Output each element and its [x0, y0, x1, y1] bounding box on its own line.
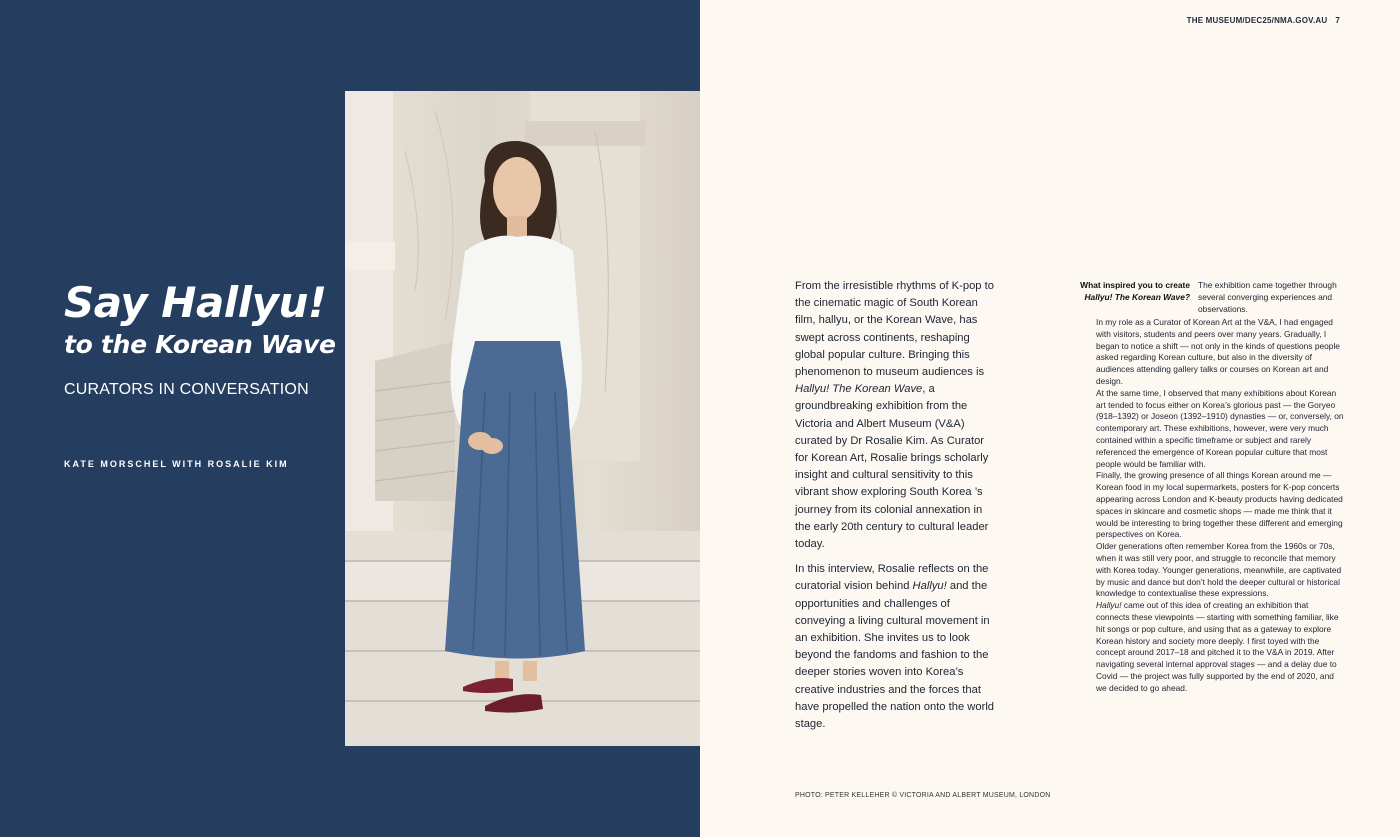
- article-byline: KATE MORSCHEL WITH ROSALIE KIM: [64, 459, 289, 469]
- answer-paragraph: Finally, the growing presence of all things Korean around me — Korean food in my local supermarkets, posters for K-pop concerts appearing across London and K-beauty products having dedicated spaces in skincare and cosmetic shops — made me think that it would be interesting to bring together these different and emerging perspectives on Korea.: [1096, 470, 1343, 540]
- intro-paragraph-1: [795, 278, 1000, 553]
- article-subtitle: CURATORS IN CONVERSATION: [64, 381, 309, 398]
- answer-body: [1096, 317, 1344, 695]
- page-number: 7: [1335, 16, 1340, 25]
- interview-question: [1062, 280, 1190, 304]
- answer-paragraph-last: [1096, 600, 1344, 694]
- intro-column: [795, 278, 1000, 741]
- intro-paragraph-2: [795, 561, 1000, 733]
- intro-p2-emphasis: Hallyu!: [912, 580, 947, 593]
- article-title-line1: Say Hallyu!: [64, 278, 327, 327]
- article-title: [64, 278, 336, 362]
- intro-p2-text-a: In this interview, Rosalie reflects on the curatorial vision behind: [795, 563, 989, 593]
- article-title-line2: to the Korean Wave: [64, 330, 336, 359]
- portrait-illustration: [345, 91, 700, 746]
- answer-paragraph: Older generations often remember Korea from the 1960s or 70s, when it was still very poor, and struggle to reconcile that memory with Korea today. Younger generations, meanwhile, are captivated by music and dance but don’t hold the deeper cultural or historical knowledge to contextualise these expressions.: [1096, 541, 1342, 599]
- intro-p2-text-b: and the opportunities and challenges of conveying a living cultural movement in an exhibition. She invites us to look beyond the fandoms and fashion to the deeper stories woven into Korea’s creative industries and the forces that have propelled the nation onto the world stage.: [795, 580, 995, 731]
- answer-paragraph: In my role as a Curator of Korean Art at the V&A, I had engaged with visitors, students and peers over many years. Gradually, I began to notice a shift — not only in the kinds of questions people asked regarding Korean culture, but also in the diversity of audiences attending gallery talks or courses on Korean art and design.: [1096, 317, 1340, 386]
- answer-last-emphasis: Hallyu!: [1096, 600, 1122, 611]
- running-header: [1187, 16, 1340, 25]
- intro-p1-text-a: From the irresistible rhythms of K-pop to the cinematic magic of South Korean film, hallyu, or the Korean Wave, has swept across continents, reshaping global popular culture. Bringing this phenomenon to museum audiences is: [795, 280, 994, 379]
- answer-paragraph: At the same time, I observed that many exhibitions about Korean art tended to focus either on Korea’s glorious past — the Goryeo (918–1392) or Joseon (1392–1910) dynasties — or, conversely, on contemporary art. These exhibitions, however, were very much contained within a specific timeframe or subject and rarely referenced the emergence of Korean popular culture that most people would be familiar with.: [1096, 387, 1344, 469]
- answer-last-text: came out of this idea of creating an exhibition that connects these viewpoints — starting with something familiar, like hit songs or pop culture, and using that as a gateway to explore Korean history and society more deeply. I first toyed with the concept around 2017–18 and pitched it to the V&A in 2019. After navigating several internal approval stages — and a delay due to Covid — the project was fully supported by the end of 2020, and we decided to go ahead.: [1096, 600, 1339, 693]
- question-text: What inspired you to create: [1080, 280, 1190, 290]
- portrait-photo: [345, 91, 700, 746]
- intro-p1-text-b: , a groundbreaking exhibition from the Victoria and Albert Museum (V&A) curated by Dr Rosalie Kim. As Curator for Korean Art, Rosalie brings scholarly insight and cultural sensitivity to this vibrant show exploring South Korea ’s journey from its colonial annexation in the early 20th century to cultural leader today.: [795, 383, 989, 551]
- question-emphasis: Hallyu! The Korean Wave?: [1084, 291, 1190, 302]
- photo-caption: PHOTO: PETER KELLEHER © VICTORIA AND ALBERT MUSEUM, LONDON: [795, 792, 1051, 799]
- answer-lead: The exhibition came together through several converging experiences and observations.: [1198, 280, 1337, 314]
- intro-p1-emphasis: Hallyu! The Korean Wave: [795, 383, 923, 396]
- running-head-text: THE MUSEUM/DEC25/NMA.GOV.AU: [1186, 16, 1328, 25]
